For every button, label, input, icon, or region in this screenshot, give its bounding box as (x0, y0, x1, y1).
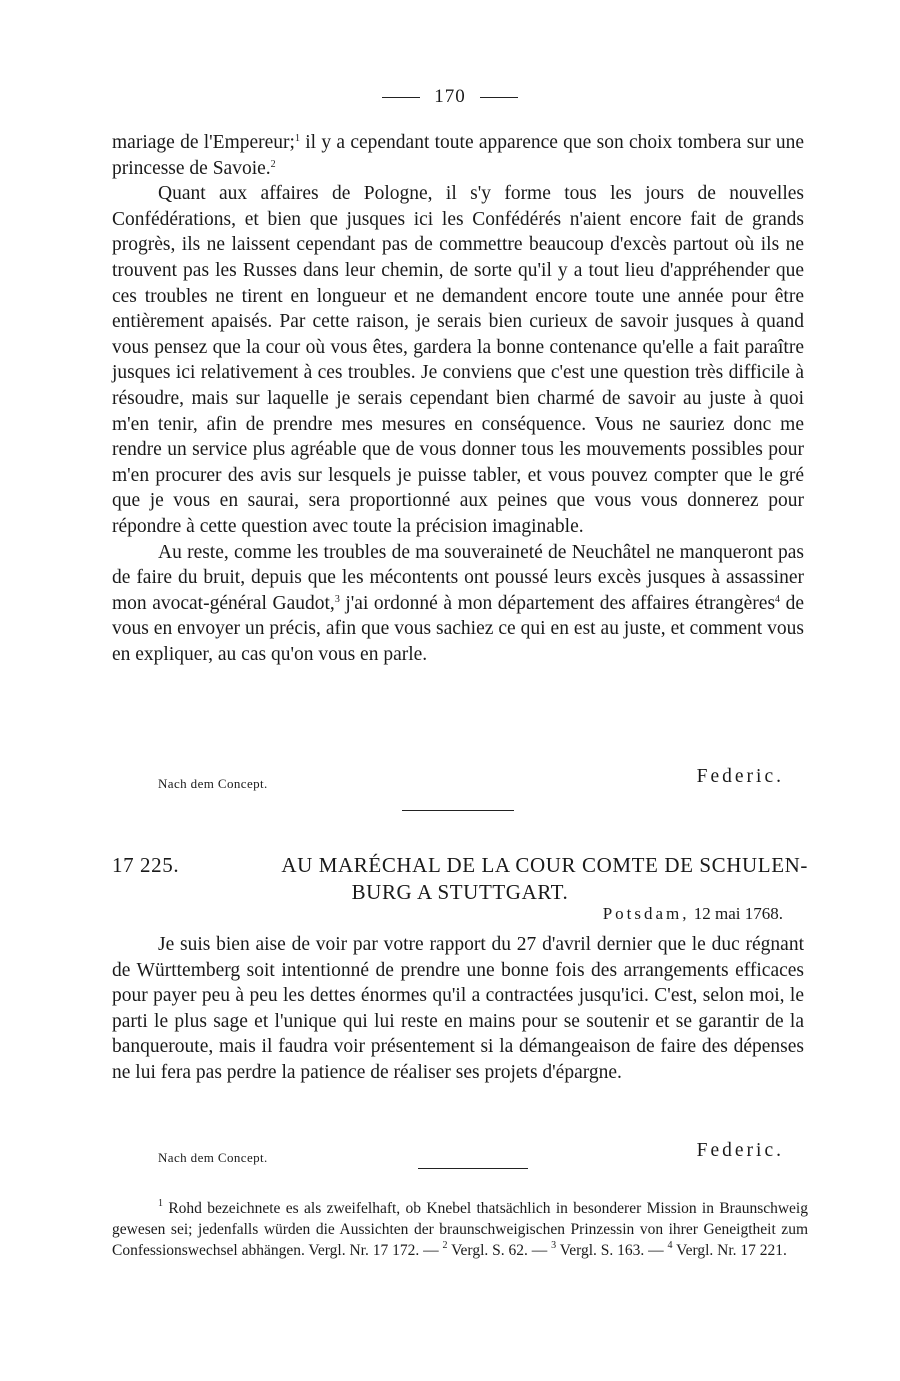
addressee: AU MARÉCHAL DE LA COUR COMTE DE SCHULEN- (281, 853, 808, 877)
footnote-ref: 1 (294, 133, 300, 144)
text-run: j'ai ordonné à mon département des affaires étrangères (339, 592, 776, 614)
letter-body (112, 932, 804, 1086)
paragraph-wurttemberg: Je suis bien aise de voir par votre rapport du 27 d'avril dernier que le duc régnant de Württemberg soit intentionné de prendre une bonne fois des arrangements efficaces pour payer peu à peu les dettes énormes qu'il a contractées jusqu'ici. C'est, selon moi, le parti le plus sage et l'unique qui lui reste en mains pour se soutenir et se garantir de la banqueroute, mais il faudra voir présentement si la démangeaison de faire des dépenses ne lui fera pas perdre la patience de réaliser ses projets d'épargne. (112, 934, 804, 1083)
heading-line-2: BURG A STUTTGART. (351, 880, 569, 904)
section-divider (402, 810, 514, 811)
previous-letter-closing (112, 766, 784, 792)
paragraph-pologne: Quant aux affaires de Pologne, il s'y forme tous les jours de nouvelles Confédérations, et bien que jusques ici les Confédérés n'aient encore fait de grands progrès, ils ne laissent cependant pas de commettre beaucoup d'excès partout où ils ne trouvent pas les Russes dans leur chemin, de sorte qu'il y a tout lieu d'appréhender que ces troubles ne tirent en longueur et ne demandent encore toute une année pour être entièrement apaisés. Par cette raison, je serais bien curieux de savoir jusques à quand vous pensez que la cour où vous êtes, gardera la bonne contenance qu'elle a fait paraître jusques ici relativement à ces troubles. Je conviens que c'est une question très difficile à résoudre, mais sur laquelle je serais cependant bien charmé de savoir au juste à quoi m'en tenir, afin de prendre mes mesures en conséquence. Vous ne sauriez donc me rendre un service plus agréable que de vous donner tous les mouvements possibles pour m'en procurer des avis sur lesquels je puisse tabler, et vous pouvez compter que le gré que je vous en saurai, sera proportionné aux peines que vous vous donnerez pour répondre à cette question avec toute la précision imaginable. (112, 183, 804, 537)
paragraph-neuchatel (112, 540, 804, 668)
footnote-ref: 3 (334, 593, 340, 605)
signature: Federic. (696, 766, 784, 787)
footnote-marker: 1 (158, 1198, 163, 1209)
date-place: Potsdam, (602, 904, 690, 923)
text-run: il y a cependant toute apparence que son choix tombera sur une princesse de Savoie. (112, 132, 804, 179)
letter-closing (112, 1140, 784, 1166)
footnote-ref: 2 (270, 158, 276, 170)
source-note: Nach dem Concept. (158, 1150, 268, 1165)
footnote-divider (418, 1168, 528, 1169)
footnote-marker: 2 (442, 1240, 448, 1251)
footnote-1: Rohd bezeichnete es als zweifelhaft, ob Knebel thatsächlich in besonderer Mission in Braunschweig gewesen sei; jedenfalls würden die Aussichten der braunschweigischen Prinzessin von ihrer Geneigtheit zum Confessionswechsel abhängen. Vergl. Nr. 17 172. — (112, 1200, 808, 1259)
footnote-text (112, 1198, 808, 1261)
dateline (603, 904, 783, 924)
text-run: mariage de l'Empereur; (112, 132, 295, 153)
footnote-2: Vergl. S. 62. — (447, 1242, 552, 1259)
text-run: de vous en envoyer un précis, afin que vous sachiez ce qui en est au juste, et comment vous en expliquer, au cas qu'on vous en parle. (112, 592, 805, 665)
footnote-4: Vergl. Nr. 17 221. (672, 1242, 787, 1259)
page-header (0, 86, 900, 108)
date: 12 mai 1768. (693, 904, 783, 923)
letter-heading (112, 852, 808, 906)
footnotes (112, 1198, 808, 1261)
footnote-marker: 3 (551, 1240, 557, 1251)
heading-line-1 (112, 852, 808, 879)
header-rule-left (382, 97, 420, 98)
page-number: 170 (434, 86, 466, 107)
header-rule-right (480, 97, 518, 98)
footnote-ref: 4 (775, 593, 781, 605)
source-note: Nach dem Concept. (158, 776, 268, 791)
signature: Federic. (696, 1140, 784, 1161)
text-run: Au reste, comme les troubles de ma souveraineté de Neuchâtel ne manqueront pas de faire du bruit, depuis que les mécontents ont poussé leurs excès jusques à assassiner mon avocat-général Gaudot, (112, 541, 804, 614)
footnote-3: Vergl. S. 163. — (556, 1242, 668, 1259)
previous-letter-body (112, 130, 804, 667)
letter-number: 17 225. (112, 853, 180, 877)
footnote-marker: 4 (667, 1240, 673, 1251)
paragraph-continued (112, 130, 804, 181)
